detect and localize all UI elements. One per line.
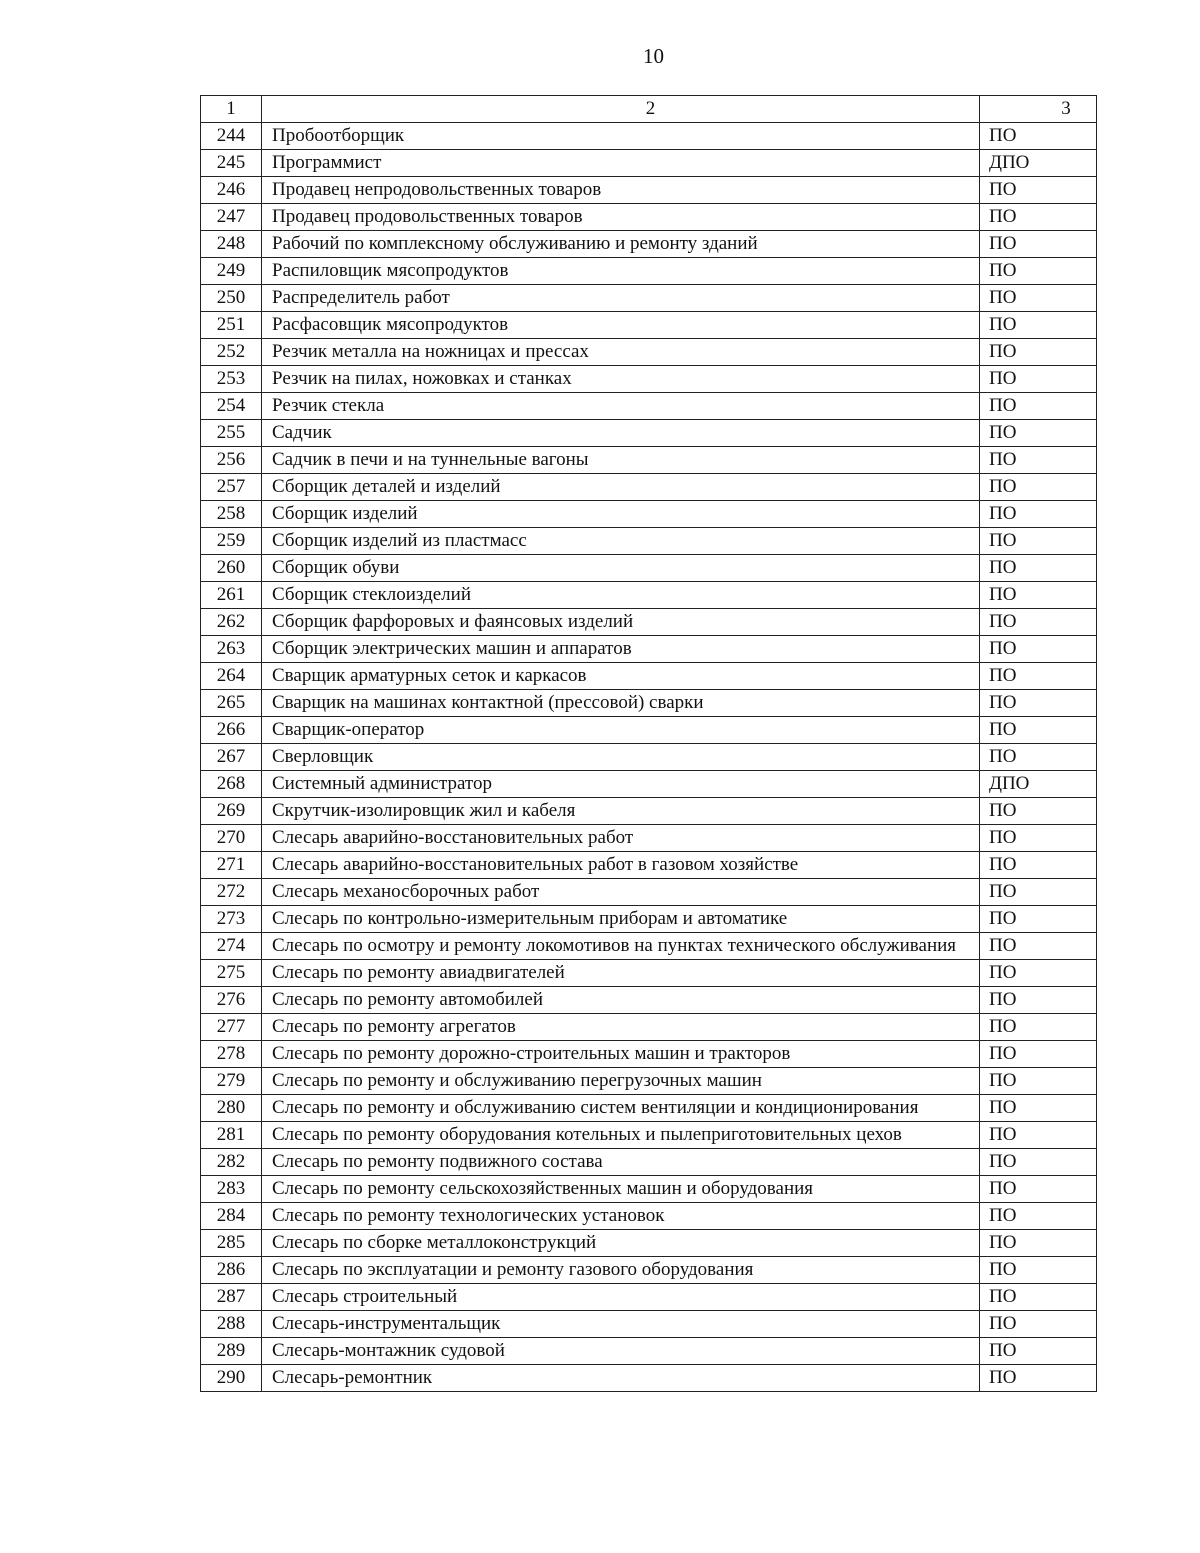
row-profession: Слесарь по сборке металлоконструкций [262,1230,980,1257]
row-education-type: ДПО [980,771,1097,798]
row-profession: Резчик стекла [262,393,980,420]
table-row [201,1095,1097,1122]
row-education-type: ПО [980,312,1097,339]
row-profession: Слесарь по ремонту и обслуживанию систем вентиляции и кондиционирования [262,1095,980,1122]
row-education-type: ПО [980,393,1097,420]
table-row [201,474,1097,501]
table-row [201,339,1097,366]
table-row [201,366,1097,393]
row-education-type: ПО [980,123,1097,150]
row-profession: Слесарь аварийно-восстановительных работ в газовом хозяйстве [262,852,980,879]
row-number: 274 [201,933,262,960]
row-number: 277 [201,1014,262,1041]
professions-table [200,95,1097,1392]
table-row [201,1068,1097,1095]
row-education-type: ПО [980,1068,1097,1095]
row-profession: Скрутчик-изолировщик жил и кабеля [262,798,980,825]
row-profession: Слесарь механосборочных работ [262,879,980,906]
table-row [201,879,1097,906]
table-row [201,744,1097,771]
table-row [201,825,1097,852]
row-profession: Расфасовщик мясопродуктов [262,312,980,339]
row-profession: Слесарь по осмотру и ремонту локомотивов на пунктах технического обслуживания [262,933,980,960]
row-profession: Слесарь строительный [262,1284,980,1311]
row-education-type: ПО [980,177,1097,204]
table-row [201,1122,1097,1149]
row-profession: Слесарь по ремонту сельскохозяйственных машин и оборудования [262,1176,980,1203]
row-profession: Слесарь по ремонту технологических установок [262,1203,980,1230]
table-row [201,852,1097,879]
row-number: 254 [201,393,262,420]
table-row [201,663,1097,690]
row-number: 260 [201,555,262,582]
table-row [201,960,1097,987]
row-education-type: ПО [980,1311,1097,1338]
row-education-type: ПО [980,555,1097,582]
row-profession: Системный администратор [262,771,980,798]
table-row [201,1041,1097,1068]
row-number: 286 [201,1257,262,1284]
table-row [201,555,1097,582]
row-education-type: ПО [980,1149,1097,1176]
table-row [201,1284,1097,1311]
row-number: 253 [201,366,262,393]
row-profession: Слесарь по ремонту оборудования котельных и пылеприготовительных цехов [262,1122,980,1149]
table-row [201,1338,1097,1365]
header-col-name: 2 [262,96,980,123]
row-education-type: ПО [980,1014,1097,1041]
header-row [201,96,1097,123]
row-education-type: ПО [980,906,1097,933]
table-row [201,690,1097,717]
row-number: 288 [201,1311,262,1338]
row-profession: Резчик металла на ножницах и прессах [262,339,980,366]
row-number: 248 [201,231,262,258]
row-education-type: ПО [980,1338,1097,1365]
row-profession: Слесарь по ремонту и обслуживанию перегрузочных машин [262,1068,980,1095]
table-row [201,393,1097,420]
table-row [201,123,1097,150]
table-body [201,96,1097,1392]
row-number: 282 [201,1149,262,1176]
row-profession: Пробоотборщик [262,123,980,150]
row-education-type: ДПО [980,150,1097,177]
row-number: 259 [201,528,262,555]
table-row [201,258,1097,285]
row-number: 272 [201,879,262,906]
row-number: 262 [201,609,262,636]
row-education-type: ПО [980,204,1097,231]
row-education-type: ПО [980,879,1097,906]
row-profession: Слесарь по ремонту авиадвигателей [262,960,980,987]
row-education-type: ПО [980,528,1097,555]
row-number: 268 [201,771,262,798]
row-profession: Сборщик обуви [262,555,980,582]
row-number: 289 [201,1338,262,1365]
row-number: 245 [201,150,262,177]
row-number: 250 [201,285,262,312]
row-education-type: ПО [980,1284,1097,1311]
row-number: 264 [201,663,262,690]
row-education-type: ПО [980,231,1097,258]
row-education-type: ПО [980,1041,1097,1068]
row-education-type: ПО [980,690,1097,717]
table-row [201,528,1097,555]
table-row [201,1014,1097,1041]
row-profession: Сборщик фарфоровых и фаянсовых изделий [262,609,980,636]
row-profession: Сборщик деталей и изделий [262,474,980,501]
row-number: 283 [201,1176,262,1203]
row-education-type: ПО [980,609,1097,636]
row-profession: Слесарь по ремонту агрегатов [262,1014,980,1041]
table-row [201,798,1097,825]
row-education-type: ПО [980,744,1097,771]
row-profession: Сборщик изделий [262,501,980,528]
row-profession: Резчик на пилах, ножовках и станках [262,366,980,393]
row-number: 256 [201,447,262,474]
row-profession: Слесарь по контрольно-измерительным приборам и автоматике [262,906,980,933]
table-row [201,609,1097,636]
row-profession: Слесарь-инструментальщик [262,1311,980,1338]
row-number: 276 [201,987,262,1014]
table-row [201,582,1097,609]
table-row [201,285,1097,312]
table-row [201,1149,1097,1176]
row-education-type: ПО [980,717,1097,744]
row-education-type: ПО [980,1365,1097,1392]
table-row [201,933,1097,960]
row-number: 263 [201,636,262,663]
table-row [201,177,1097,204]
row-education-type: ПО [980,1230,1097,1257]
page-number: 10 [643,44,664,68]
row-number: 246 [201,177,262,204]
row-profession: Продавец продовольственных товаров [262,204,980,231]
row-number: 278 [201,1041,262,1068]
table-row [201,771,1097,798]
table-row [201,1203,1097,1230]
row-profession: Распределитель работ [262,285,980,312]
row-profession: Сварщик арматурных сеток и каркасов [262,663,980,690]
row-education-type: ПО [980,798,1097,825]
row-profession: Слесарь-монтажник судовой [262,1338,980,1365]
row-number: 287 [201,1284,262,1311]
row-number: 270 [201,825,262,852]
row-number: 271 [201,852,262,879]
row-profession: Рабочий по комплексному обслуживанию и ремонту зданий [262,231,980,258]
row-education-type: ПО [980,420,1097,447]
table-row [201,1365,1097,1392]
row-profession: Слесарь по ремонту автомобилей [262,987,980,1014]
row-education-type: ПО [980,1122,1097,1149]
row-education-type: ПО [980,366,1097,393]
row-profession: Сверловщик [262,744,980,771]
row-number: 267 [201,744,262,771]
row-number: 257 [201,474,262,501]
row-number: 261 [201,582,262,609]
table-row [201,1257,1097,1284]
row-number: 280 [201,1095,262,1122]
row-profession: Распиловщик мясопродуктов [262,258,980,285]
row-profession: Сборщик изделий из пластмасс [262,528,980,555]
table-row [201,312,1097,339]
table-row [201,1176,1097,1203]
table-row [201,150,1097,177]
row-number: 252 [201,339,262,366]
row-education-type: ПО [980,663,1097,690]
row-profession: Сборщик стеклоизделий [262,582,980,609]
row-education-type: ПО [980,987,1097,1014]
row-profession: Сварщик-оператор [262,717,980,744]
row-number: 290 [201,1365,262,1392]
row-number: 251 [201,312,262,339]
row-profession: Слесарь по эксплуатации и ремонту газового оборудования [262,1257,980,1284]
header-col-education: 3 [980,96,1097,123]
row-profession: Программист [262,150,980,177]
table-row [201,906,1097,933]
row-number: 275 [201,960,262,987]
table-row [201,987,1097,1014]
row-number: 279 [201,1068,262,1095]
row-education-type: ПО [980,1095,1097,1122]
table-row [201,501,1097,528]
table-row [201,636,1097,663]
row-profession: Садчик [262,420,980,447]
row-number: 284 [201,1203,262,1230]
row-education-type: ПО [980,501,1097,528]
row-number: 281 [201,1122,262,1149]
row-profession: Слесарь по ремонту подвижного состава [262,1149,980,1176]
row-profession: Продавец непродовольственных товаров [262,177,980,204]
table-row [201,447,1097,474]
table-row [201,231,1097,258]
row-profession: Слесарь-ремонтник [262,1365,980,1392]
row-education-type: ПО [980,636,1097,663]
row-education-type: ПО [980,960,1097,987]
row-profession: Садчик в печи и на туннельные вагоны [262,447,980,474]
row-number: 273 [201,906,262,933]
row-education-type: ПО [980,258,1097,285]
row-education-type: ПО [980,1203,1097,1230]
row-education-type: ПО [980,1257,1097,1284]
row-profession: Слесарь по ремонту дорожно-строительных машин и тракторов [262,1041,980,1068]
table-row [201,204,1097,231]
row-number: 258 [201,501,262,528]
row-profession: Сварщик на машинах контактной (прессовой) сварки [262,690,980,717]
row-number: 265 [201,690,262,717]
row-education-type: ПО [980,339,1097,366]
row-profession: Слесарь аварийно-восстановительных работ [262,825,980,852]
table-row [201,1311,1097,1338]
row-number: 255 [201,420,262,447]
table-row [201,1230,1097,1257]
row-education-type: ПО [980,447,1097,474]
row-education-type: ПО [980,582,1097,609]
row-number: 285 [201,1230,262,1257]
row-number: 244 [201,123,262,150]
table-row [201,717,1097,744]
row-number: 266 [201,717,262,744]
row-education-type: ПО [980,474,1097,501]
table-row [201,420,1097,447]
row-number: 247 [201,204,262,231]
row-profession: Сборщик электрических машин и аппаратов [262,636,980,663]
row-education-type: ПО [980,933,1097,960]
row-education-type: ПО [980,1176,1097,1203]
row-education-type: ПО [980,285,1097,312]
row-education-type: ПО [980,825,1097,852]
row-number: 269 [201,798,262,825]
header-col-number: 1 [201,96,262,123]
row-education-type: ПО [980,852,1097,879]
row-number: 249 [201,258,262,285]
